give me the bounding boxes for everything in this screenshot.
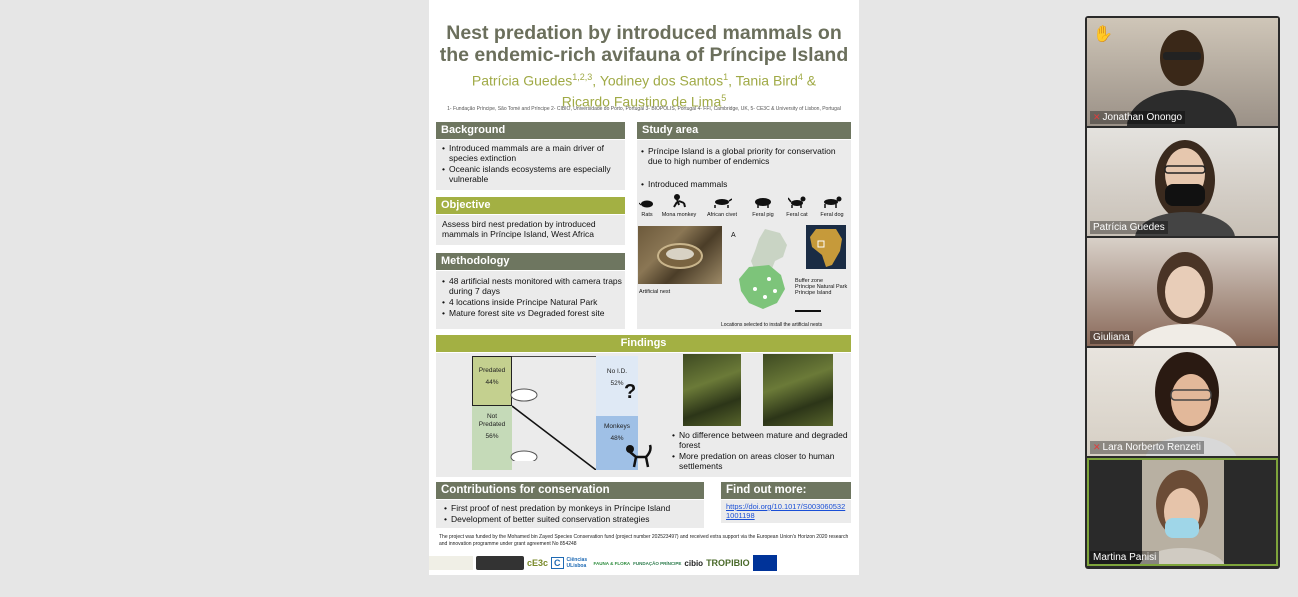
animal-label: African civet	[707, 212, 737, 218]
map-scale-bar	[795, 310, 821, 312]
map-north-arrow: A	[731, 232, 736, 239]
author-2-sup: 1	[723, 72, 729, 82]
poster-authors	[429, 69, 859, 110]
author-amp: &	[802, 72, 817, 89]
eu-flag-icon	[753, 555, 777, 571]
mbz-fund-logo	[429, 556, 473, 570]
shared-poster	[429, 0, 859, 575]
africa-inset-map	[806, 225, 846, 269]
cat-animal	[782, 195, 812, 220]
poster-title-line2: the endemic-rich avifauna of Príncipe Island	[439, 44, 849, 66]
ciencias-logo: Ciências ULisboa	[566, 557, 588, 569]
not-predated-pct: 56%	[485, 433, 499, 440]
participant-name-text: Lara Norberto Renzeti	[1102, 442, 1201, 453]
video-feed	[1087, 238, 1278, 346]
c-logo: C	[551, 557, 564, 569]
video-feed	[1087, 458, 1278, 566]
legend-item: Príncipe Island	[795, 290, 832, 296]
video-feed	[1087, 18, 1278, 126]
animal-label: Feral cat	[786, 212, 808, 218]
participant-name-text: Jonathan Onongo	[1102, 112, 1183, 123]
poster-title-line1: Nest predation by introduced mammals on	[446, 22, 842, 44]
objective-box: Assess bird nest predation by introduced mammals in Príncipe Island, West Africa	[436, 215, 625, 245]
author-4-sup: 5	[721, 92, 727, 103]
monkeys-pct: 48%	[610, 435, 624, 442]
legend-item: Buffer zone	[795, 278, 824, 284]
camera-trap-photo-2	[763, 354, 833, 426]
predated-pct: 44%	[485, 379, 499, 386]
rat-icon	[639, 198, 655, 208]
study-area-item: • Introduced mammals	[637, 179, 847, 189]
participant-tile-4[interactable]	[1087, 348, 1278, 456]
background-item: • Introduced mammals are a main driver of species extinction	[438, 143, 623, 163]
findings-item: • More predation on areas closer to human settlements	[668, 451, 848, 471]
civet-icon	[712, 197, 732, 208]
methodology-box	[436, 271, 625, 329]
methodology-item: • 48 artificial nests monitored with camera traps during 7 days	[438, 276, 623, 296]
cat-icon	[788, 195, 806, 208]
participant-tile-5[interactable]	[1087, 458, 1278, 566]
author-2: , Yodiney dos Santos	[592, 72, 724, 89]
participant-name	[1090, 441, 1204, 454]
findings-box	[436, 353, 851, 477]
no-id-pct: 52%	[610, 380, 624, 387]
find-out-header: Find out more:	[721, 482, 851, 499]
objective-header: Objective	[436, 197, 625, 214]
study-area-box	[637, 140, 851, 329]
not-predated-text-1: Not	[486, 413, 498, 420]
predated-label-text: Predated	[478, 367, 506, 374]
principe-map	[725, 227, 805, 317]
contributions-box	[436, 500, 704, 528]
monkeys-label-text: Monkeys	[603, 423, 630, 430]
doi-link[interactable]: https://doi.org/10.1017/S0030605321001198	[726, 502, 846, 520]
participant-tile-3[interactable]	[1087, 238, 1278, 346]
africa-icon	[806, 225, 846, 269]
author-3: , Tania Bird	[728, 72, 798, 89]
cibio-logo: cibio	[684, 558, 704, 568]
logos-strip	[429, 553, 859, 573]
monkey-animal	[658, 193, 700, 220]
artificial-nest-photo	[638, 226, 722, 284]
rat-animal	[638, 198, 656, 220]
nest-caption: Artificial nest	[639, 289, 671, 295]
monkeys-label	[598, 423, 636, 443]
fundacao-principe-logo: FUNDAÇÃO PRÍNCIPE	[633, 560, 682, 566]
pig-animal	[748, 197, 778, 220]
poster-title	[429, 22, 859, 66]
dog-icon	[822, 195, 842, 208]
author-3-sup: 4	[797, 72, 803, 82]
contributions-item: • Development of better suited conservation strategies	[440, 514, 700, 524]
pig-icon	[753, 197, 773, 208]
map-legend	[795, 278, 847, 296]
participant-tile-1[interactable]	[1087, 18, 1278, 126]
author-1-sup: 1,2,3	[572, 72, 593, 82]
institution-logos	[476, 556, 524, 570]
background-box	[436, 140, 625, 190]
ffi-logo: FAUNA & FLORA	[593, 560, 631, 566]
monkey-icon	[622, 443, 652, 469]
muted-mic-icon: ✕	[1093, 112, 1101, 122]
video-feed	[1087, 128, 1278, 236]
methodology-item-part: Degraded forest site	[525, 308, 605, 318]
participants-video-panel	[1085, 16, 1280, 569]
contributions-item: • First proof of nest predation by monkeys in Príncipe Island	[440, 503, 700, 513]
find-out-box	[721, 500, 851, 523]
participant-name: Martina Panisi	[1090, 551, 1159, 564]
no-id-label-text: No I.D.	[606, 368, 628, 375]
findings-item: • No difference between mature and degraded forest	[668, 430, 848, 450]
background-item: • Oceanic islands ecosystems are especially vulnerable	[438, 164, 623, 184]
methodology-item: • 4 locations inside Príncipe Natural Park	[438, 297, 623, 307]
question-mark: ?	[624, 381, 637, 403]
animal-label: Rats	[641, 212, 653, 218]
civet-animal	[702, 197, 742, 220]
animal-label: Mona monkey	[661, 212, 697, 218]
participant-name	[1090, 111, 1185, 124]
funding-text: The project was funded by the Mohamed bin Zayed Species Conservation fund (project number 202523497) and received extra support via the European Union's Horizon 2020 research and innovation programme under grant agreement No 854248	[439, 534, 849, 547]
muted-mic-icon: ✕	[1093, 442, 1101, 452]
methodology-vs: vs	[517, 308, 526, 318]
findings-header: Findings	[436, 335, 851, 352]
study-area-header: Study area	[637, 122, 851, 139]
camera-trap-photo-1	[683, 354, 741, 426]
nest-bowl-icon	[638, 226, 722, 284]
tropibio-logo: TROPIBIO	[706, 558, 750, 568]
not-predated-text-2: Predated	[478, 421, 506, 428]
study-area-item: • Príncipe Island is a global priority for conservation due to high number of endemics	[637, 146, 847, 166]
poster-affiliations: 1- Fundação Príncipe, São Tomé and Príncipe 2- CIBIO, Universidade do Porto, Portugal 3- BIOPOLIS, Portugal 4- FFI, Cambridge, UK, 5- CE3C & University of Lisbon, Portugal	[447, 106, 841, 112]
participant-tile-2[interactable]	[1087, 128, 1278, 236]
animal-label: Feral pig	[752, 212, 774, 218]
map-caption: Locations selected to install the artificial nests	[721, 322, 823, 328]
methodology-item-part: Mature forest site	[449, 308, 518, 318]
animal-label: Feral dog	[820, 212, 844, 218]
author-4: Ricardo Faustino de Lima	[561, 93, 722, 110]
legend-item: Príncipe Natural Park	[795, 284, 848, 290]
methodology-item	[438, 308, 623, 318]
methodology-header: Methodology	[436, 253, 625, 270]
author-1: Patrícia Guedes	[471, 72, 573, 89]
ce3c-logo: cE3c	[527, 558, 549, 568]
monkey-icon	[671, 193, 687, 208]
contributions-header: Contributions for conservation	[436, 482, 704, 499]
video-feed	[1087, 348, 1278, 456]
background-header: Background	[436, 122, 625, 139]
dog-animal	[816, 195, 848, 220]
breakdown-connector-lines	[512, 356, 596, 470]
participant-name: Giuliana	[1090, 331, 1133, 344]
raised-hand-icon: ✋	[1093, 26, 1113, 43]
participant-name: Patrícia Guedes	[1090, 221, 1168, 234]
